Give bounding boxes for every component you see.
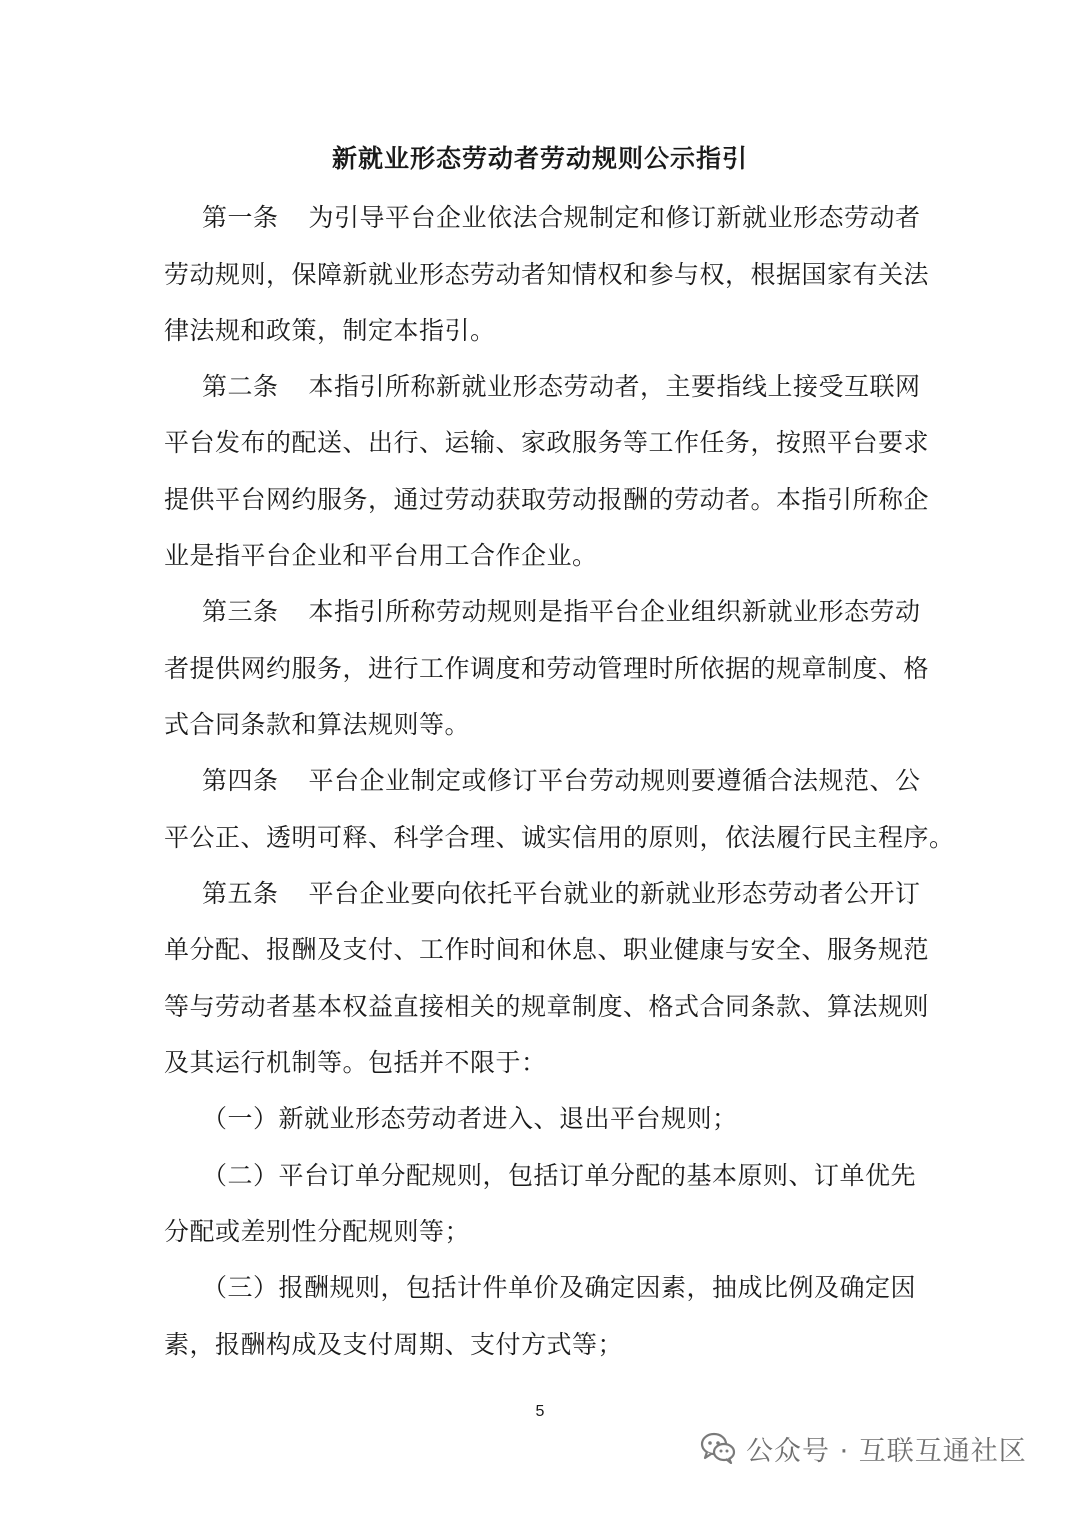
article-2-line-4: 业是指平台企业和平台用工合作企业。: [164, 541, 598, 570]
article-2-line-1: [202, 369, 921, 405]
article-label: 第四条: [202, 766, 279, 795]
item-3-line-2: 素，报酬构成及支付周期、支付方式等；: [164, 1330, 624, 1359]
article-label: 第一条: [202, 203, 279, 232]
article-5-line-4: 及其运行机制等。包括并不限于：: [164, 1048, 547, 1077]
wechat-icon: [700, 1432, 736, 1464]
page-number: 5: [535, 1403, 545, 1420]
article-text: 为引导平台企业依法合规制定和修订新就业形态劳动者: [308, 203, 921, 232]
article-2-line-3: 提供平台网约服务，通过劳动获取劳动报酬的劳动者。本指引所称企: [164, 485, 930, 514]
watermark-text: 公众号 · 互联互通社区: [746, 1435, 1027, 1467]
article-3-line-1: [202, 594, 921, 630]
article-label: 第五条: [202, 879, 279, 908]
article-text: 本指引所称新就业形态劳动者，主要指线上接受互联网: [308, 372, 921, 401]
article-label: 第三条: [202, 597, 279, 626]
article-4-line-1: [202, 763, 921, 799]
item-3-line-1: （三）报酬规则，包括计件单价及确定因素，抽成比例及确定因: [202, 1273, 917, 1302]
document-title: 新就业形态劳动者劳动规则公示指引: [331, 144, 748, 173]
article-1-line-2: 劳动规则，保障新就业形态劳动者知情权和参与权，根据国家有关法: [164, 260, 930, 289]
article-3-line-3: 式合同条款和算法规则等。: [164, 710, 471, 739]
article-3-line-2: 者提供网约服务，进行工作调度和劳动管理时所依据的规章制度、格: [164, 654, 930, 683]
article-4-line-2: 平公正、透明可释、科学合理、诚实信用的原则，依法履行民主程序。: [164, 823, 955, 852]
watermark: [700, 1426, 1060, 1470]
article-5-line-3: 等与劳动者基本权益直接相关的规章制度、格式合同条款、算法规则: [164, 992, 930, 1021]
item-2-line-2: 分配或差别性分配规则等；: [164, 1217, 471, 1246]
article-1-line-3: 律法规和政策，制定本指引。: [164, 316, 496, 345]
article-text: 平台企业要向依托平台就业的新就业形态劳动者公开订: [308, 879, 921, 908]
article-1-line-1: [202, 200, 921, 236]
item-1-line-1: （一）新就业形态劳动者进入、退出平台规则；: [202, 1104, 738, 1133]
article-text: 平台企业制定或修订平台劳动规则要遵循合法规范、公: [308, 766, 921, 795]
item-2-line-1: （二）平台订单分配规则，包括订单分配的基本原则、订单优先: [202, 1161, 917, 1190]
article-2-line-2: 平台发布的配送、出行、运输、家政服务等工作任务，按照平台要求: [164, 428, 930, 457]
article-text: 本指引所称劳动规则是指平台企业组织新就业形态劳动: [308, 597, 921, 626]
article-label: 第二条: [202, 372, 279, 401]
article-5-line-2: 单分配、报酬及支付、工作时间和休息、职业健康与安全、服务规范: [164, 935, 930, 964]
article-5-line-1: [202, 876, 921, 912]
